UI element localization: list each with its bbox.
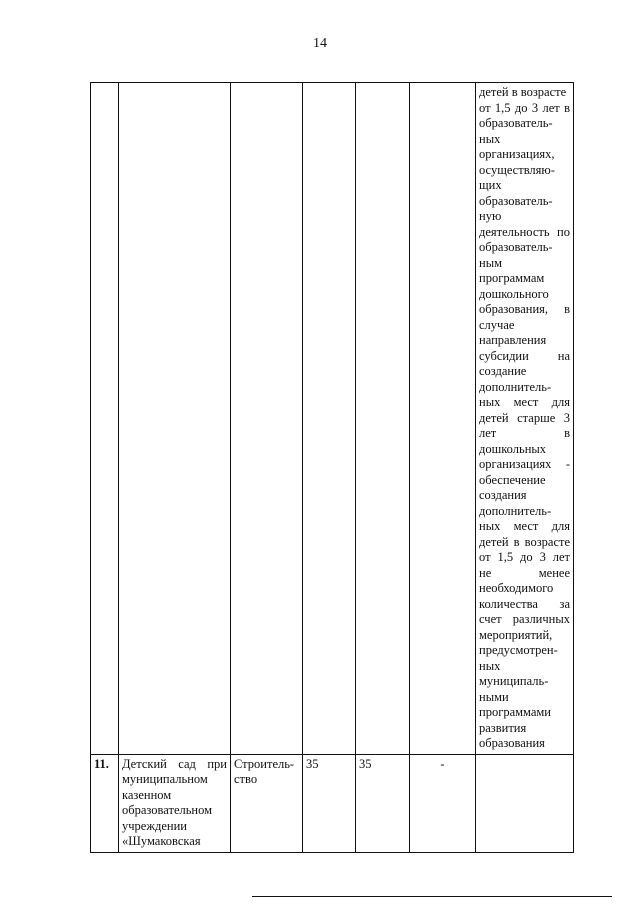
text-line: «Шумаковская: [122, 834, 201, 848]
text-line: Строитель-: [234, 756, 295, 771]
cell-object-name: [119, 83, 231, 755]
text-line: программами: [479, 705, 551, 719]
text-line: ных: [479, 658, 501, 673]
text-line: обеспечение: [479, 472, 546, 487]
text-line: создание: [479, 364, 527, 378]
row-number: 11.: [91, 754, 119, 852]
text-line: организациях,: [479, 147, 555, 161]
text-line: счет различных: [479, 612, 570, 626]
text-line: ных мест для: [479, 395, 570, 409]
text-line: ство: [234, 772, 258, 786]
text-line: ных: [479, 131, 501, 146]
objects-table: [90, 82, 574, 853]
footer-rule: [252, 896, 612, 897]
cell-capacity-2: [356, 83, 410, 755]
text-line: не менее: [479, 565, 570, 580]
text-line: дополнитель-: [479, 503, 552, 518]
text-line: образования, в: [479, 302, 570, 316]
text-line: осуществляю-: [479, 162, 555, 177]
text-line: ных мест для: [479, 519, 570, 533]
capacity-2: 35: [356, 754, 410, 852]
text-line: от 1,5 до 3 лет: [479, 550, 570, 564]
page-number: 14: [313, 36, 327, 51]
text-line: случае: [479, 317, 515, 332]
text-line: деятельность по: [479, 224, 570, 239]
text-line: ными: [479, 689, 509, 704]
text-line: образователь-: [479, 240, 553, 254]
text-line: образовательном: [122, 803, 213, 817]
text-line: ную: [479, 209, 502, 223]
text-line: образователь-: [479, 193, 553, 208]
object-name: [119, 754, 231, 852]
text-line: организациях -: [479, 457, 570, 471]
capacity-1: 35: [303, 754, 356, 852]
cell-capacity-1: [303, 83, 356, 755]
text-line: детей в возрасте: [479, 85, 567, 99]
text-line: программам: [479, 271, 545, 285]
value-3: -: [410, 754, 476, 852]
text-line: дошкольного: [479, 286, 549, 301]
text-line: щих: [479, 178, 502, 192]
work-type: [231, 754, 303, 852]
text-line: образования: [479, 736, 545, 750]
cell-work-type: [231, 83, 303, 755]
text-line: дошкольных: [479, 441, 547, 456]
text-line: детей старше 3: [479, 410, 570, 425]
text-line: предусмотрен-: [479, 643, 558, 657]
text-line: развития: [479, 720, 527, 735]
text-line: Детский сад при: [122, 756, 227, 771]
table-row-continued: [91, 83, 574, 755]
text-line: ным: [479, 255, 502, 270]
cell-value-3: [410, 83, 476, 755]
text-line: детей в возрасте: [479, 534, 570, 549]
text-line: субсидии на: [479, 348, 570, 363]
text-line: необходимого: [479, 581, 554, 595]
text-line: муниципаль-: [479, 674, 549, 688]
text-line: лет в: [479, 426, 570, 440]
table-row-11: [91, 754, 574, 852]
purpose-empty: [476, 754, 574, 852]
cell-number: [91, 83, 119, 755]
text-line: дополнитель-: [479, 379, 552, 394]
text-line: учреждении: [122, 818, 187, 833]
text-line: образователь-: [479, 116, 553, 130]
text-line: создания: [479, 488, 527, 502]
cell-purpose: [476, 83, 574, 755]
text-line: казенном: [122, 787, 172, 802]
text-line: муниципальном: [122, 772, 208, 786]
text-line: количества за: [479, 596, 570, 611]
text-line: мероприятий,: [479, 627, 553, 642]
text-line: направления: [479, 333, 547, 347]
text-line: от 1,5 до 3 лет в: [479, 100, 570, 115]
